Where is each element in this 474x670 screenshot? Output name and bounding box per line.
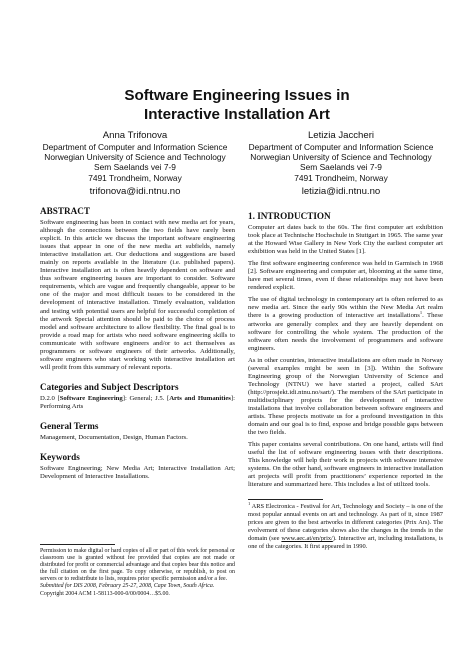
author-name: Anna Trifonova bbox=[102, 130, 168, 141]
author-univ: Norwegian University of Science and Technology bbox=[250, 152, 432, 163]
keywords-heading: Keywords bbox=[40, 452, 80, 463]
author-email[interactable]: letizia@idi.ntnu.no bbox=[301, 185, 381, 197]
author-univ: Norwegian University of Science and Technology bbox=[44, 152, 226, 163]
footnote-link[interactable]: www.aec.at/en/prix/ bbox=[281, 535, 333, 543]
copyright-notice bbox=[40, 548, 235, 598]
general-terms-text: Management, Documentation, Design, Human Factors. bbox=[40, 433, 188, 441]
categories-text: D.2.0 [Software Engineering]: General; J.5. [Arts and Humanities]: Performing Arts bbox=[40, 394, 235, 410]
general-terms-heading: General Terms bbox=[40, 420, 99, 431]
author-block-2 bbox=[236, 130, 446, 198]
copyright-submitted: Submitted for DIS 2008, February 25-27, 2008, Cape Town, South Africa. bbox=[40, 583, 215, 590]
abstract-heading: ABSTRACT bbox=[40, 206, 91, 216]
abstract-text: Software engineering has been in contact with new media art for years, although the connections between the two fields have rarely been explicit. In this article we discuss the important software engineering issues that appear in one of the new media art subfields, namely interactive installation art. Our deductions and suggestions are based mainly on reports available in the literature (i.e. published papers). Interactive installation art is often heavily dependent on software and thus software engineering issues are important to consider. Software requirements, which are vague and frequently changeable, appear to be one of the major and most difficult issues to be considered in the development of interactive installation. Timely evaluation, validation and testing with potential users are helpful for successful completion of the artwork Special attention should be paid to the choice of process model and software architecture to allow flexibility. The final goal is to provide a road map for artists who need software engineering skills to communicate with software engineers and/or to act themselves as programmers or software engineers of their artworks. Additionally, software engineers who start working with interactive installation art will profit from this summary of relevant reports. bbox=[40, 219, 235, 371]
author-name: Letizia Jaccheri bbox=[307, 130, 375, 141]
intro-paragraph-1: Computer art dates back to the 60s. The first computer art exhibition took place at Technische Hochschule in Stuttgart in 1965. The same year at the Howard Wise Gallery in New York City the earliest computer art exhibition was held in the United States [1]. bbox=[248, 224, 443, 256]
footnote: $^1$ ARS Electronica - Festival for Art, Technology and Society – is one of the most popular annual events on art and technology. As part of it, since 1987 prices are given to the best artworks in different categories (Prix Ars). The evolvement of these categories shows also the changes in the trends in the domain (see www.aec.at/en/prix/). Interactive art, including installations, is one of the categories. It first appeared in 1990. bbox=[248, 501, 443, 550]
title-line-2: Interactive Installation Art bbox=[144, 106, 330, 123]
copyright-divider bbox=[40, 544, 115, 545]
right-column bbox=[248, 211, 443, 551]
copyright-acm: Copyright 2004 ACM 1-58113-000-0/00/0004…$5.00. bbox=[40, 590, 170, 597]
introduction-heading: 1. INTRODUCTION bbox=[248, 211, 331, 221]
author-dept: Department of Computer and Information Science bbox=[42, 142, 228, 152]
author-street: Sem Saelands vei 7-9 bbox=[94, 162, 176, 173]
title-line-1: Software Engineering Issues in bbox=[124, 87, 350, 104]
copyright-text: Permission to make digital or hard copies of all or part of this work for personal or classroom use is granted without fee provided that copies are not made or distributed for profit or commercial advantage and that copies bear this notice and the full citation on the first page. To copy otherwise, or republish, to post on servers or to redistribute to lists, requires prior specific permission and/or a fee. bbox=[40, 548, 235, 583]
keywords-text: Software Engineering; New Media Art; Interactive Installation Art; Development of Interactive Installations. bbox=[40, 465, 235, 481]
author-street: Sem Saelands vei 7-9 bbox=[300, 162, 382, 173]
author-email[interactable]: trifonova@idi.ntnu.no bbox=[89, 185, 181, 197]
author-city: 7491 Trondheim, Norway bbox=[294, 172, 388, 183]
left-column bbox=[40, 206, 235, 485]
paper-title bbox=[0, 86, 474, 124]
footnote-divider bbox=[248, 499, 323, 500]
author-block-1 bbox=[30, 130, 240, 198]
intro-paragraph-5: This paper contains several contributions. On one hand, artists will find useful the list of software engineering issues with their descriptions. This knowledge will help their work in projects with software intensive systems. On the other hand, software engineers in interactive installation art projects will profit from practitioners’ experience reported in the literature and summarized here. This includes a list of utilized tools. bbox=[248, 441, 443, 489]
footnote-marker: 1 bbox=[419, 310, 423, 316]
intro-paragraph-3: The use of digital technology in contemporary art is often referred to as new media art. Since the early 90s within the New Media Art realm there is a growing production of interactive art installations$^1$. These artworks are generally complex and they are heavily dependent on software for controlling the whole system. The production of the software often needs the involvement of programmers and software engineers. bbox=[248, 296, 443, 352]
categories-heading: Categories and Subject Descriptors bbox=[40, 381, 179, 392]
author-city: 7491 Trondheim, Norway bbox=[88, 172, 182, 183]
author-dept: Department of Computer and Information Science bbox=[248, 142, 434, 152]
intro-paragraph-2: The first software engineering conference was held in Garmisch in 1968 [2]. Software engineering and computer art, blooming at the same time, have met several times, even if these relationships may not have been rendered explicit. bbox=[248, 260, 443, 292]
intro-paragraph-4: As in other countries, interactive installations are often made in Norway (several examples might be seen in [3]). Within the Software Engineering group of the Norwegian University of Science and Technology (NTNU) we have started a project, called SArt (http://prosjekt.idi.ntnu.no/sart/). The members of the SArt participate in multidisciplinary projects for the development of interactive installations that involve collaboration between software engineers and artists. These projects motivate us for a profound investigation in this domain and our goal is to find, expose and bridge possible gaps between the two fields. bbox=[248, 356, 443, 437]
